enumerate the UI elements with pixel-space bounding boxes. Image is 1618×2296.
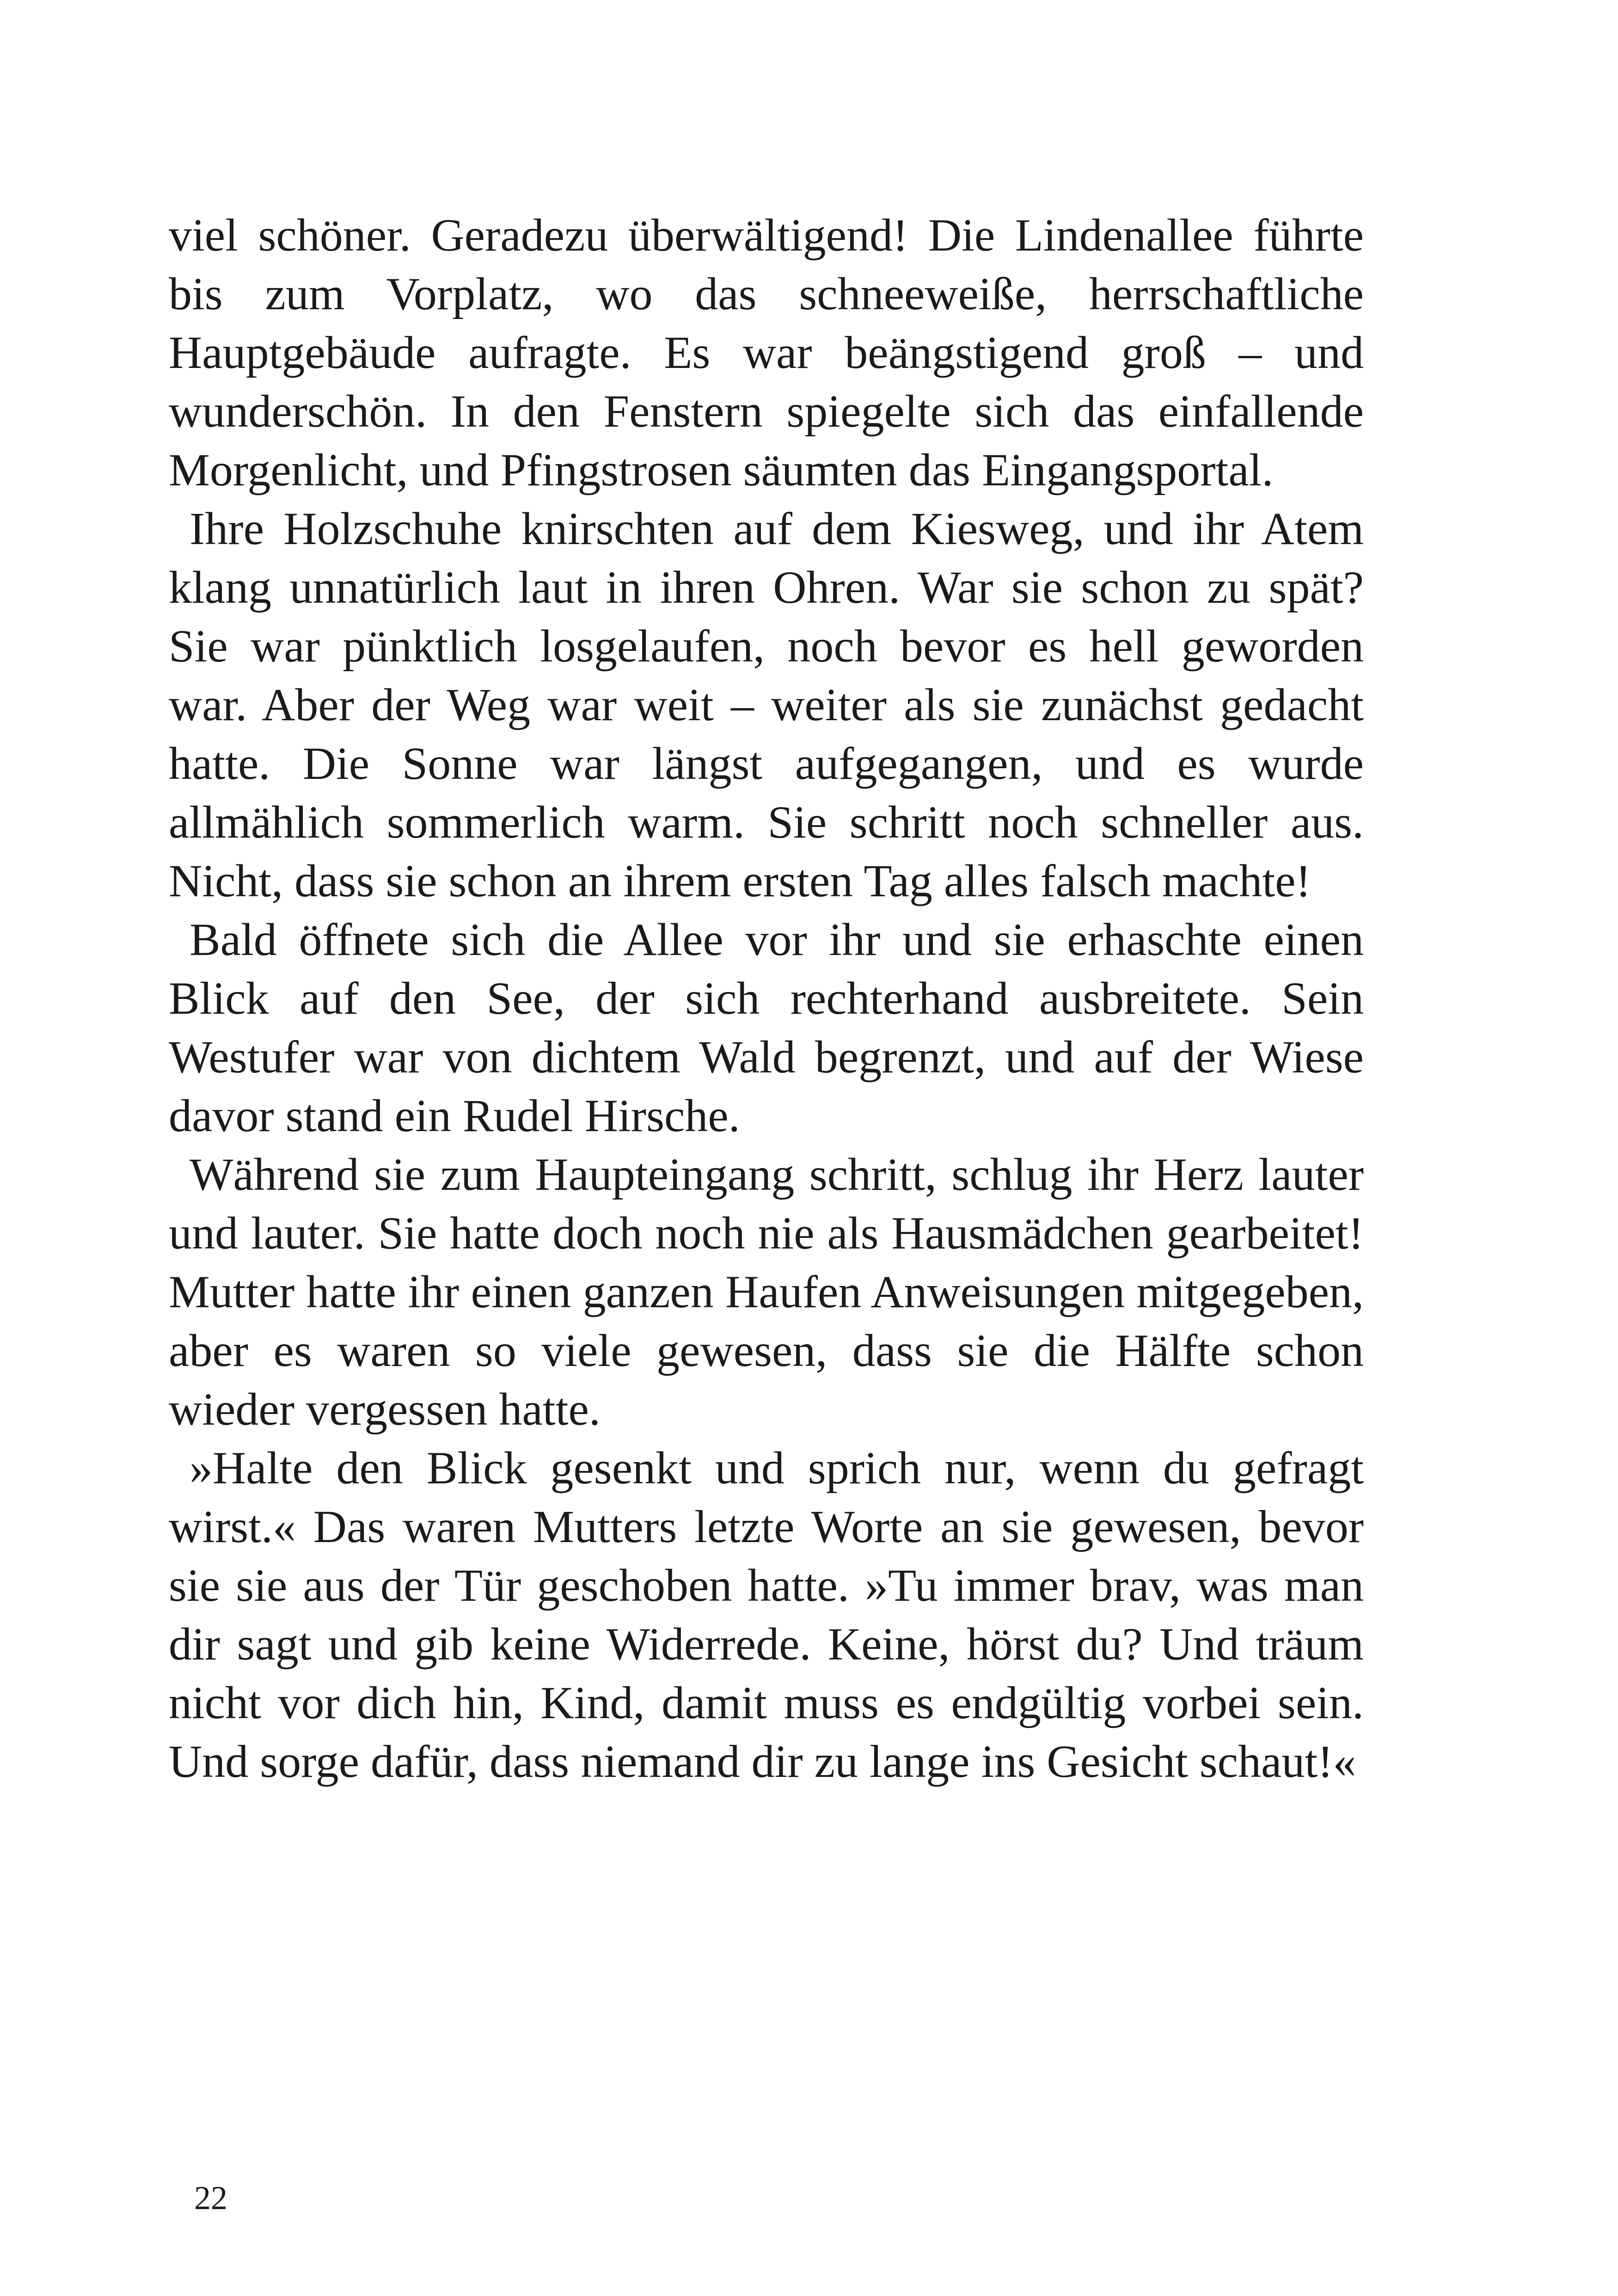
paragraph-2: Ihre Holzschuhe knirschten auf dem Kiesweg, und ihr Atem klang unnatürlich laut in ihren Ohren. War sie schon zu spät? Sie war pünktlich losgelaufen, noch bevor es hell geworden war. Aber der Weg war weit – weiter als sie zunächst gedacht hatte. Die Sonne war längst aufgegangen, und es wurde allmählich sommerlich warm. Sie schritt noch schneller aus. Nicht, dass sie schon an ihrem ersten Tag alles falsch machte! [169, 503, 1364, 906]
page-number: 22 [194, 2180, 227, 2216]
paragraph-5: »Halte den Blick gesenkt und sprich nur, wenn du gefragt wirst.« Das waren Mutters letzte Worte an sie gewesen, bevor sie sie aus der Tür geschoben hatte. »Tu immer brav, was man dir sagt und gib keine Widerrede. Keine, hörst du? Und träum nicht vor dich hin, Kind, damit muss es endgültig vorbei sein. Und sorge dafür, dass niemand dir zu lange ins Gesicht schaut!« [169, 1442, 1364, 1787]
paragraph-1: viel schöner. Geradezu überwältigend! Die Lindenallee führte bis zum Vorplatz, wo das schneeweiße, herrschaftliche Hauptgebäude aufragte. Es war beängstigend groß – und wunderschön. In den Fenstern spiegelte sich das einfallende Morgenlicht, und Pfingstrosen säumten das Eingangsportal. [169, 209, 1364, 496]
paragraph-4: Während sie zum Haupteingang schritt, schlug ihr Herz lauter und lauter. Sie hatte doch noch nie als Hausmädchen gearbeitet! Mutter hatte ihr einen ganzen Haufen Anweisungen mitgegeben, aber es waren so viele gewesen, dass sie die Hälfte schon wieder vergessen hatte. [169, 1149, 1364, 1435]
paragraph-3: Bald öffnete sich die Allee vor ihr und sie erhaschte einen Blick auf den See, der sich rechterhand ausbreitete. Sein Westufer war von dichtem Wald begrenzt, und auf der Wiese davor stand ein Rudel Hirsche. [169, 914, 1364, 1141]
body-text [169, 206, 1364, 1791]
